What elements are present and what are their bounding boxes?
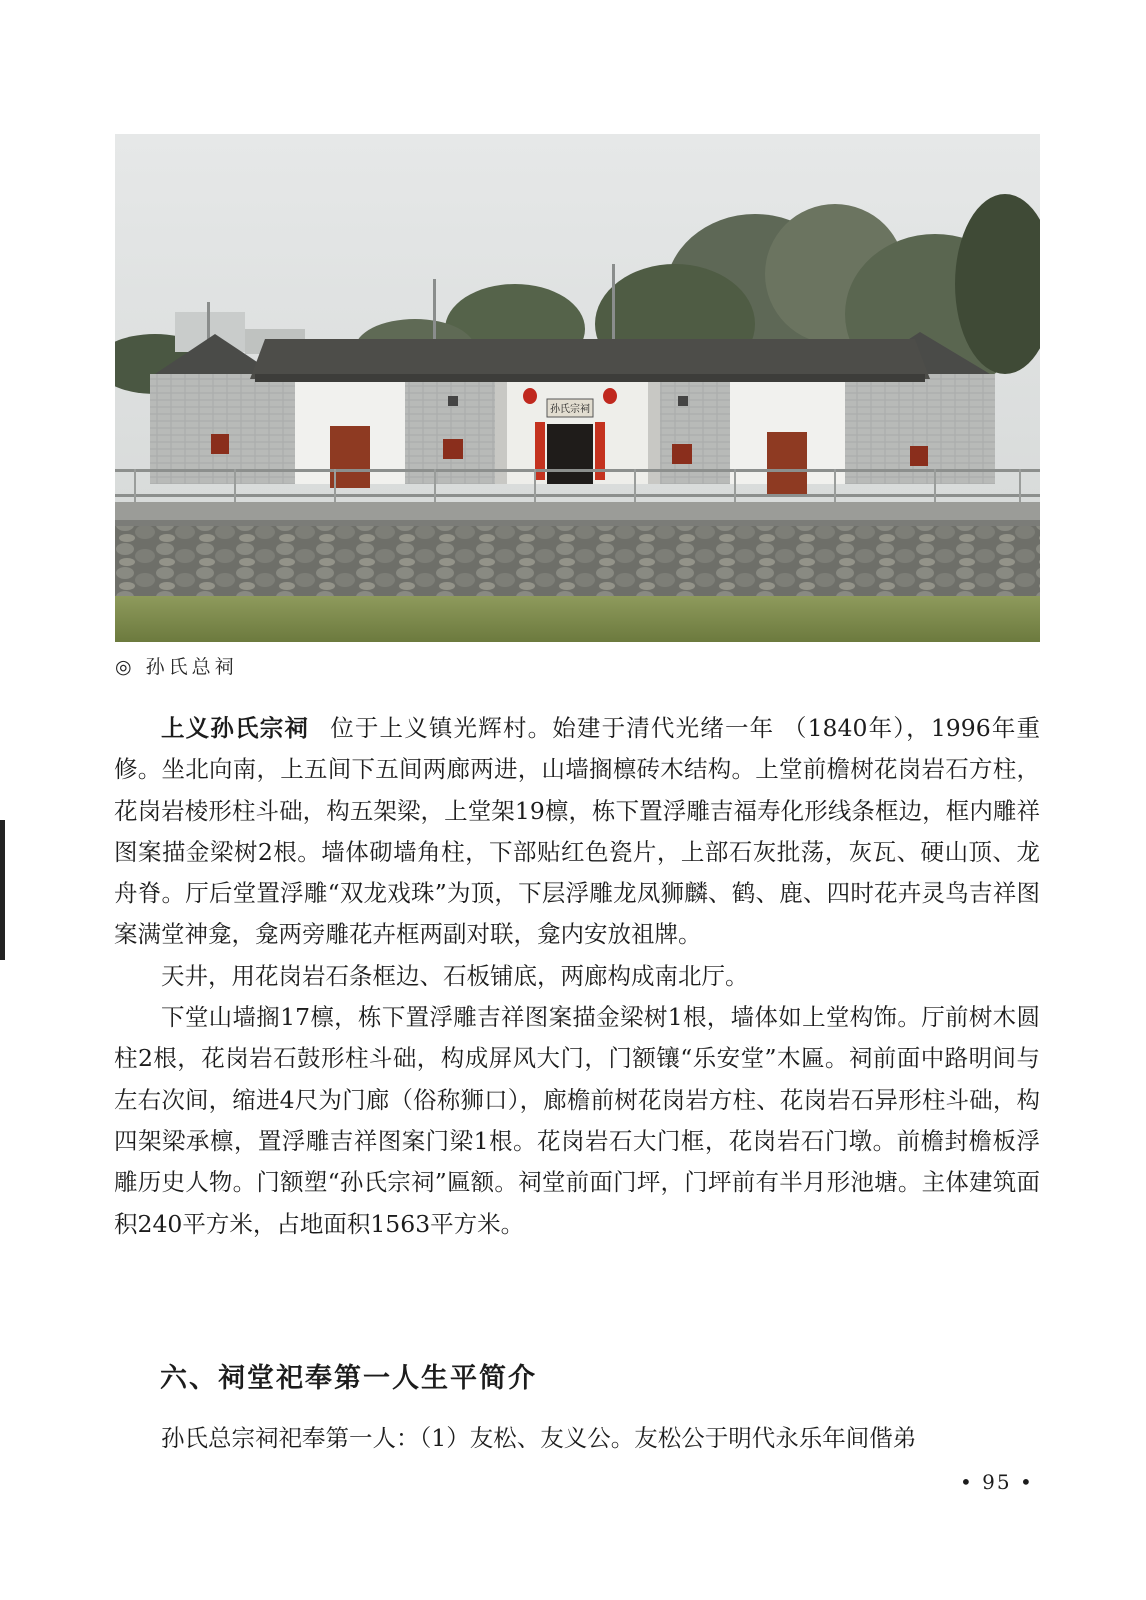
section-body (114, 1418, 1040, 1459)
paragraph: 孙氏总宗祠祀奉第一人：（1）友松、友义公。友松公于明代永乐年间偕弟 (161, 1424, 917, 1452)
entry-heading: 上义孙氏宗祠 (161, 714, 310, 742)
caption-bullet-icon: ◎ (115, 656, 136, 678)
page-number: • 95 • (960, 1470, 1034, 1494)
signboard-text: 孙氏宗祠 (550, 404, 590, 415)
paragraph-text: 位于上义镇光辉村。始建于清代光绪一年 （1840年），1996年重修。坐北向南，上五间下五间两廊两进，山墙搁檩砖木结构。上堂前檐树花岗岩石方柱，花岗岩棱形柱斗础，构五架梁，上堂架19檩，栋下置浮雕吉福寿化形线条框边，框内雕祥图案描金梁树2根。墙体砌墙角柱，下部贴红色瓷片，上部石灰批荡，灰瓦、硬山顶、龙舟脊。厅后堂置浮雕“双龙戏珠”为顶，下层浮雕龙凤狮麟、鹤、鹿、四时花卉灵鸟吉祥图案满堂神龛，龛两旁雕花卉框两副对联，龛内安放祖牌。 (114, 714, 1040, 949)
paragraph: 天井，用花岗岩石条框边、石板铺底，两廊构成南北厅。 (161, 961, 749, 990)
scan-edge-mark (0, 820, 5, 960)
paragraph (114, 708, 1040, 956)
article-body (114, 708, 1040, 1245)
caption-text: 孙氏总祠 (145, 656, 238, 678)
ancestral-hall-photo (115, 134, 1040, 642)
figure-caption (115, 652, 238, 682)
ancestral-hall-illustration (115, 134, 1040, 642)
paragraph: 下堂山墙搁17檩，栋下置浮雕吉祥图案描金梁树1根，墙体如上堂构饰。厅前树木圆柱2根，花岗岩石鼓形柱斗础，构成屏风大门，门额镶“乐安堂”木匾。祠前面中路明间与左右次间，缩进4尺为门廊（俗称狮口），廊檐前树花岗岩方柱、花岗岩石异形柱斗础，构四架梁承檩，置浮雕吉祥图案门梁1根。花岗岩石大门框，花岗岩石门墩。前檐封檐板浮雕历史人物。门额塑“孙氏宗祠”匾额。祠堂前面门坪，门坪前有半月形池塘。主体建筑面积240平方米，占地面积1563平方米。 (114, 1003, 1040, 1238)
section-heading: 六、祠堂祀奉第一人生平简介 (160, 1363, 537, 1394)
